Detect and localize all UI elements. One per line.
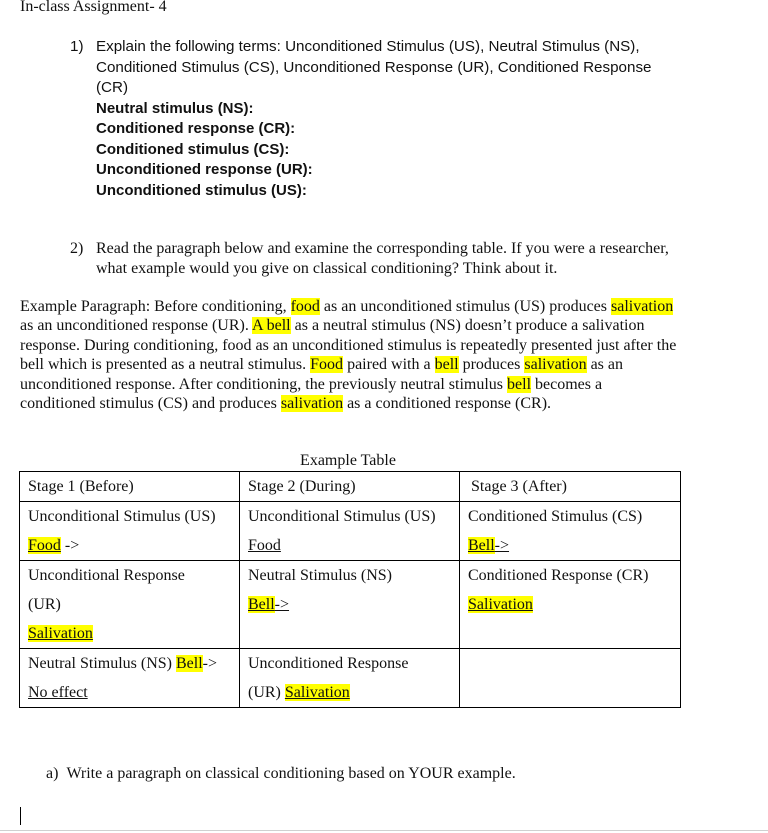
question-a-text: Write a paragraph on classical conditioning based on YOUR example. bbox=[66, 765, 516, 782]
question-1-text: Explain the following terms: Unconditioned Stimulus (US), Neutral Stimulus (NS), Conditioned Stimulus (CS), Unconditioned Response (UR), Conditioned Response (CR) bbox=[96, 38, 652, 96]
table-caption: Example Table bbox=[300, 452, 396, 469]
cell-highlight: Salivation bbox=[468, 596, 533, 613]
cell-text: (UR) bbox=[248, 684, 285, 701]
example-table bbox=[19, 471, 681, 708]
paragraph-text: becomes a conditioned stimulus (CS) and produces bbox=[20, 375, 603, 413]
paragraph-text: as a conditioned response (CR). bbox=[343, 395, 552, 413]
highlight-food: food bbox=[290, 298, 320, 315]
highlight-food: Food bbox=[310, 356, 344, 374]
table-cell bbox=[240, 561, 460, 649]
cell-highlight: Salivation bbox=[284, 684, 350, 701]
table-cell bbox=[20, 502, 240, 561]
cell-text: -> bbox=[494, 537, 510, 554]
term-unconditioned-response: Unconditioned response (UR): bbox=[96, 161, 313, 178]
highlight-salivation: salivation bbox=[524, 356, 587, 374]
cell-text: Unconditional Response bbox=[28, 567, 185, 584]
question-a-label: a) bbox=[46, 765, 59, 782]
cell-text: -> bbox=[274, 596, 290, 613]
paragraph-text: as an unconditioned response (UR). bbox=[20, 317, 252, 335]
question-1-number: 1) bbox=[70, 38, 84, 55]
table-cell bbox=[240, 649, 460, 708]
term-conditioned-response: Conditioned response (CR): bbox=[96, 120, 296, 137]
table-row bbox=[20, 502, 681, 561]
question-2 bbox=[70, 239, 690, 278]
paragraph-text: paired with a bbox=[343, 356, 435, 374]
term-unconditioned-stimulus: Unconditioned stimulus (US): bbox=[96, 181, 307, 199]
table-cell bbox=[240, 502, 460, 561]
highlight-salivation: salivation bbox=[280, 395, 344, 413]
cell-text: Conditioned Response (CR) bbox=[468, 567, 649, 584]
paragraph-text: as a neutral stimulus (NS) doesn’t produce a salivation response. During conditioning, food as an unconditioned stimulus is repeatedly presented just after the bell which is presented as a neutral stimulus. bbox=[20, 317, 677, 374]
paragraph-text: Example Paragraph: Before conditioning, bbox=[20, 298, 291, 315]
table-header-row bbox=[20, 472, 681, 502]
cell-highlight: Bell bbox=[248, 596, 275, 613]
table-header: Stage 2 (During) bbox=[240, 472, 460, 502]
cell-text: Neutral Stimulus (NS) bbox=[248, 567, 392, 584]
cell-text: Neutral Stimulus (NS) bbox=[28, 655, 176, 672]
cell-highlight: Bell bbox=[176, 655, 203, 672]
highlight-bell: bell bbox=[434, 356, 459, 374]
table-row bbox=[20, 561, 681, 649]
example-paragraph bbox=[20, 297, 680, 413]
cell-highlight: Bell bbox=[468, 537, 495, 554]
table-header: Stage 1 (Before) bbox=[20, 472, 240, 502]
paragraph-text: as an unconditioned response. After conditioning, the previously neutral stimulus bbox=[20, 356, 624, 393]
table-cell bbox=[460, 561, 681, 649]
question-2-text: Read the paragraph below and examine the corresponding table. If you were a researcher, what example would you give on classical conditioning? Think about it. bbox=[96, 240, 669, 277]
cell-text: Unconditioned Response bbox=[248, 655, 409, 672]
question-1 bbox=[70, 37, 670, 201]
highlight-bell: bell bbox=[507, 375, 532, 393]
page-divider bbox=[0, 830, 768, 831]
cell-text: Food bbox=[248, 537, 281, 554]
table-cell-empty bbox=[460, 649, 681, 708]
question-a bbox=[46, 765, 516, 783]
table-cell bbox=[460, 502, 681, 561]
cell-text: No effect bbox=[28, 684, 88, 701]
question-2-number: 2) bbox=[70, 240, 84, 257]
table-cell bbox=[20, 649, 240, 708]
term-conditioned-stimulus: Conditioned stimulus (CS): bbox=[96, 140, 290, 158]
terms-list bbox=[96, 99, 670, 202]
cell-text: Unconditional Stimulus (US) bbox=[248, 508, 436, 525]
cell-text: (UR) bbox=[28, 596, 61, 613]
table-cell bbox=[20, 561, 240, 649]
highlight-a-bell: A bell bbox=[251, 317, 291, 335]
paragraph-text: as an unconditioned stimulus (US) produces bbox=[319, 298, 611, 315]
term-neutral-stimulus: Neutral stimulus (NS): bbox=[96, 99, 254, 117]
cell-text: -> bbox=[60, 537, 80, 554]
paragraph-text: produces bbox=[458, 356, 525, 374]
cell-text: Conditioned Stimulus (CS) bbox=[468, 508, 643, 525]
cell-text: -> bbox=[202, 655, 218, 672]
highlight-salivation: salivation bbox=[611, 298, 674, 315]
cell-highlight: Salivation bbox=[28, 625, 93, 642]
cell-text: Unconditional Stimulus (US) bbox=[28, 508, 216, 525]
document-title: In-class Assignment- 4 bbox=[20, 0, 167, 15]
cell-highlight: Food bbox=[28, 537, 61, 554]
table-row bbox=[20, 649, 681, 708]
text-cursor[interactable] bbox=[20, 807, 21, 825]
table-header: Stage 3 (After) bbox=[460, 472, 681, 502]
